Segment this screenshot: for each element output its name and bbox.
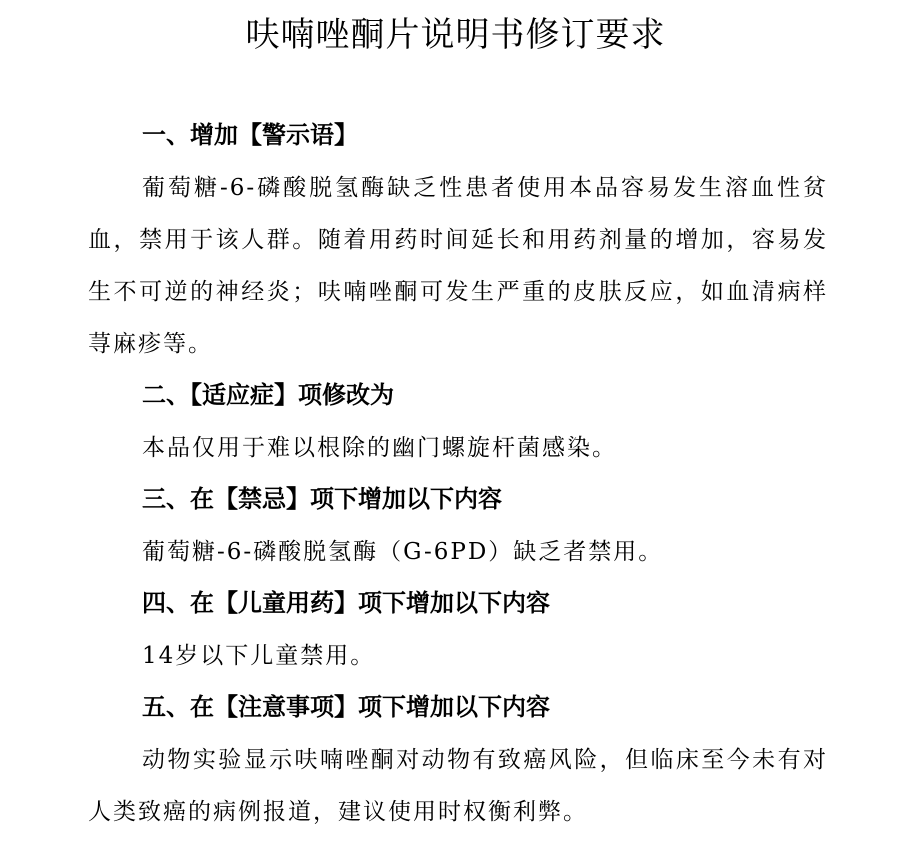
section-heading-precautions: 五、在【注意事项】项下增加以下内容 (142, 693, 550, 721)
section-text-indications: 本品仅用于难以根除的幽门螺旋杆菌感染。 (142, 435, 617, 461)
section-heading-contraindications: 三、在【禁忌】项下增加以下内容 (142, 485, 502, 513)
section-heading-indications: 二、【适应症】项修改为 (142, 381, 394, 409)
section-text-precautions: 动物实验显示呋喃唑酮对动物有致癌风险，但临床至今未有对人类致癌的病例报道，建议使用时权衡利弊。 (88, 747, 828, 825)
section-text-warning: 葡萄糖-6-磷酸脱氢酶缺乏性患者使用本品容易发生溶血性贫血，禁用于该人群。随着用药时间延长和用药剂量的增加，容易发生不可逆的神经炎；呋喃唑酮可发生严重的皮肤反应，如血清病样荨麻疹等。 (88, 175, 828, 357)
section-heading-pediatric-use: 四、在【儿童用药】项下增加以下内容 (142, 589, 550, 617)
document-title: 呋喃唑酮片说明书修订要求 (245, 15, 666, 55)
section-text-pediatric-use: 14岁以下儿童禁用。 (142, 643, 376, 669)
section-heading-warning: 一、增加【警示语】 (142, 121, 358, 149)
section-text-contraindications: 葡萄糖-6-磷酸脱氢酶（G-6PD）缺乏者禁用。 (142, 539, 664, 565)
